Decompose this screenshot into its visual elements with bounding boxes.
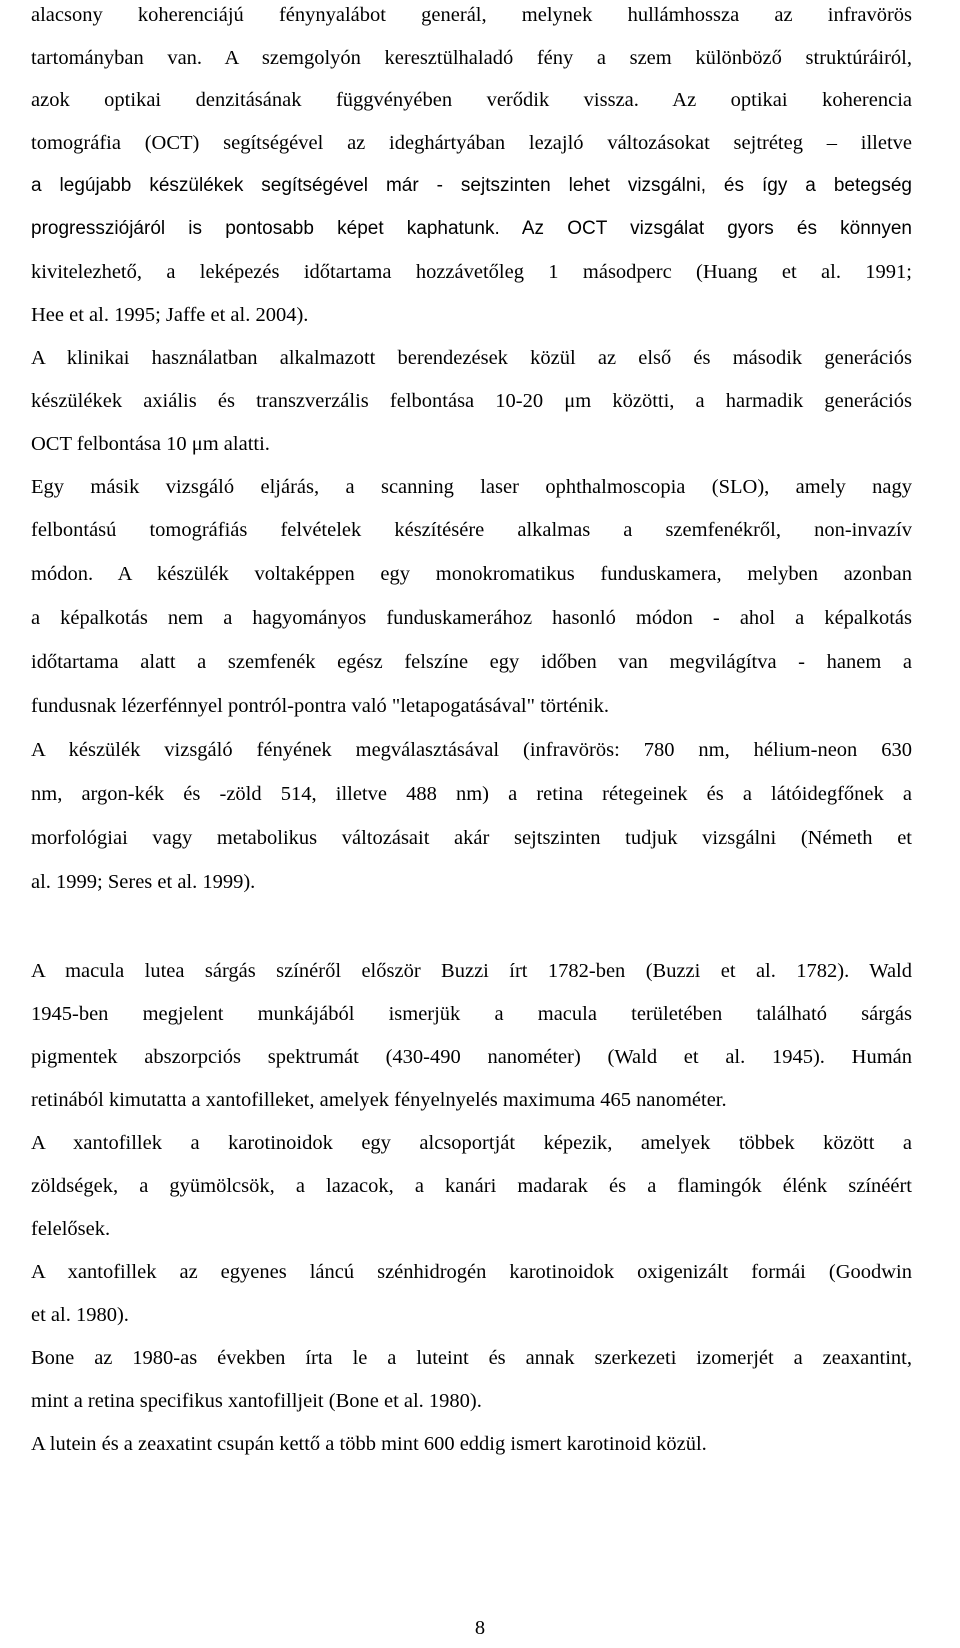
text-line: kivitelezhető, a leképezés időtartama hozzávetőleg 1 másodperc (Huang et al. 1991; <box>31 261 912 283</box>
text-line: nm, argon-kék és -zöld 514, illetve 488 nm) a retina rétegeinek és a látóidegfőnek a <box>31 783 912 805</box>
text-line: A klinikai használatban alkalmazott berendezések közül az első és második generációs <box>31 347 912 369</box>
text-line: készülékek axiális és transzverzális felbontása 10-20 μm közötti, a harmadik generációs <box>31 390 912 412</box>
text-line: alacsony koherenciájú fénynyalábot generál, melynek hullámhossza az infravörös <box>31 4 912 26</box>
text-line: A lutein és a zeaxatint csupán kettő a több mint 600 eddig ismert karotinoid közül. <box>31 1433 707 1455</box>
text-line: A xantofillek a karotinoidok egy alcsoportját képezik, amelyek többek között a <box>31 1132 912 1154</box>
text-line: et al. 1980). <box>31 1304 129 1326</box>
text-line: felbontású tomográfiás felvételek készítésére alkalmas a szemfenékről, non-invazív <box>31 519 912 541</box>
page-number: 8 <box>474 1617 486 1639</box>
text-line: fundusnak lézerfénnyel pontról-pontra való "letapogatásával" történik. <box>31 695 610 717</box>
text-line: retinából kimutatta a xantofilleket, amelyek fényelnyelés maximuma 465 nanométer. <box>31 1089 727 1111</box>
text-line: progressziójáról is pontosabb képet kaphatunk. Az OCT vizsgálat gyors és könnyen <box>31 218 912 239</box>
text-line: azok optikai denzitásának függvényében verődik vissza. Az optikai koherencia <box>31 89 912 111</box>
text-line: Bone az 1980-as években írta le a luteint és annak szerkezeti izomerjét a zeaxantint, <box>31 1347 912 1369</box>
text-line: felelősek. <box>31 1218 111 1240</box>
text-line: pigmentek abszorpciós spektrumát (430-490 nanométer) (Wald et al. 1945). Humán <box>31 1046 912 1068</box>
text-line: morfológiai vagy metabolikus változásait akár sejtszinten tudjuk vizsgálni (Németh et <box>31 827 912 849</box>
text-line: Egy másik vizsgáló eljárás, a scanning laser ophthalmoscopia (SLO), amely nagy <box>31 476 912 498</box>
text-line: mint a retina specifikus xantofilljeit (Bone et al. 1980). <box>31 1390 482 1412</box>
text-line: OCT felbontása 10 μm alatti. <box>31 433 270 455</box>
text-line: A készülék vizsgáló fényének megválasztásával (infravörös: 780 nm, hélium-neon 630 <box>31 739 912 761</box>
text-line: A xantofillek az egyenes láncú szénhidrogén karotinoidok oxigenizált formái (Goodwin <box>31 1261 912 1283</box>
text-line: al. 1999; Seres et al. 1999). <box>31 871 256 893</box>
text-line: a legújabb készülékek segítségével már - sejtszinten lehet vizsgálni, és így a betegség <box>31 175 912 196</box>
text-line: a képalkotás nem a hagyományos funduskamerához hasonló módon - ahol a képalkotás <box>31 607 912 629</box>
text-line: időtartama alatt a szemfenék egész felszíne egy időben van megvilágítva - hanem a <box>31 651 912 673</box>
text-line: 1945-ben megjelent munkájából ismerjük a macula területében található sárgás <box>31 1003 912 1025</box>
text-line: módon. A készülék voltaképpen egy monokromatikus funduskamera, melyben azonban <box>31 563 912 585</box>
text-line: tartományban van. A szemgolyón keresztülhaladó fény a szem különböző struktúráiról, <box>31 47 912 69</box>
text-line: Hee et al. 1995; Jaffe et al. 2004). <box>31 304 309 326</box>
text-line: zöldségek, a gyümölcsök, a lazacok, a kanári madarak és a flamingók élénk színéért <box>31 1175 912 1197</box>
text-line: tomográfia (OCT) segítségével az ideghártyában lezajló változásokat sejtréteg – illetve <box>31 132 912 154</box>
text-line: A macula lutea sárgás színéről először Buzzi írt 1782-ben (Buzzi et al. 1782). Wald <box>31 960 912 982</box>
